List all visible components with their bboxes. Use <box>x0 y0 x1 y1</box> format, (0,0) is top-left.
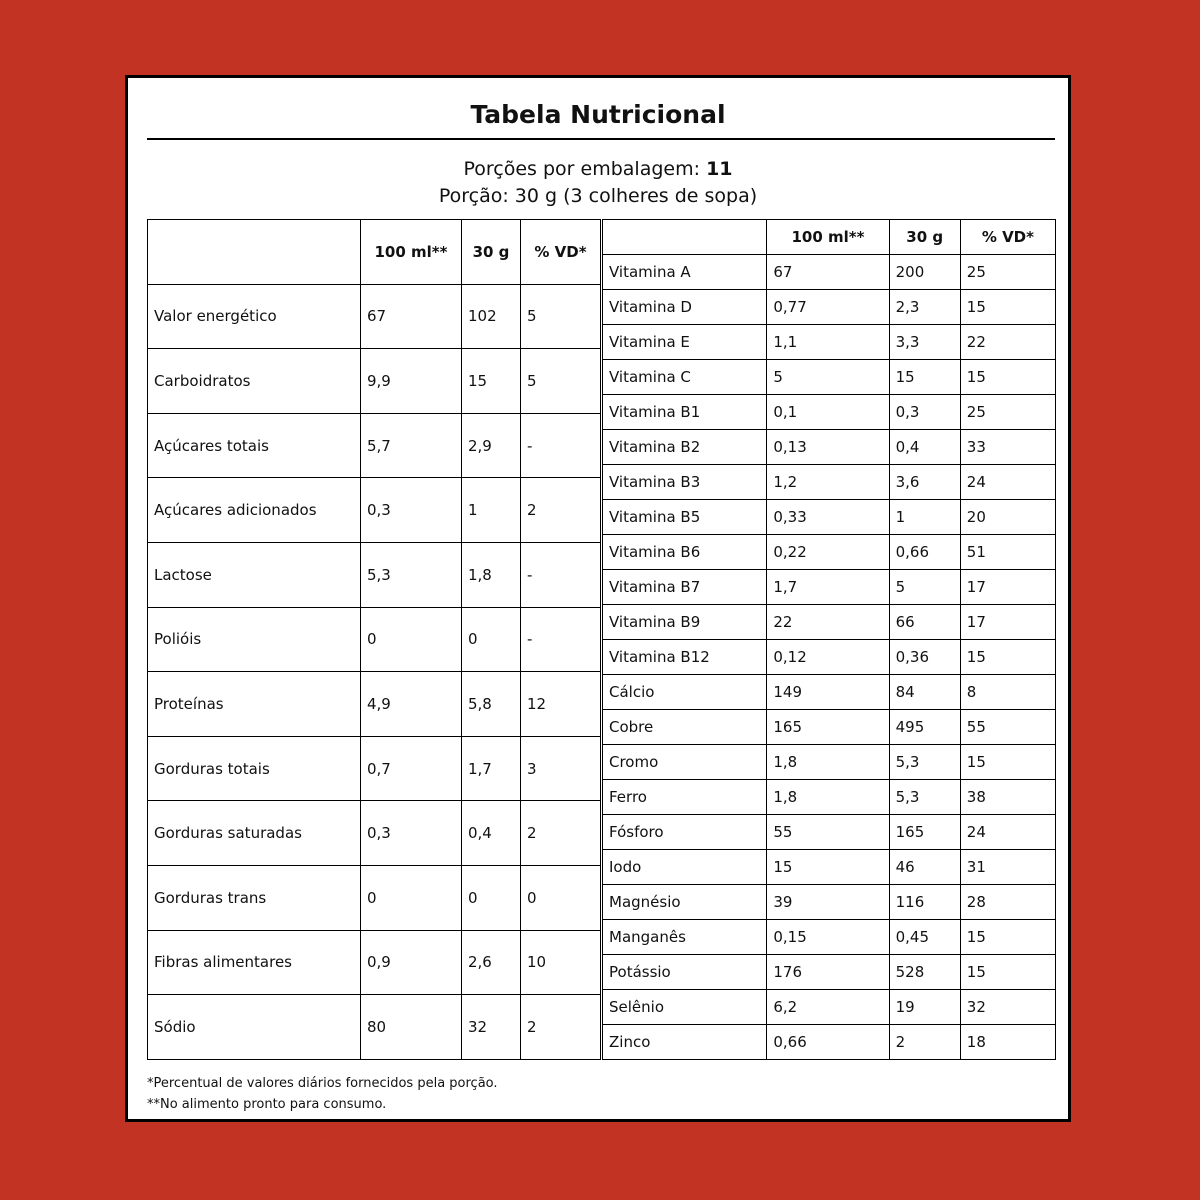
nutrient-name: Cálcio <box>603 675 767 710</box>
macronutrients-table <box>147 219 601 1060</box>
header-30g: 30 g <box>462 220 521 285</box>
value-100ml: 9,9 <box>361 349 462 414</box>
value-vd: 5 <box>521 349 601 414</box>
table-row <box>603 325 1056 360</box>
value-30g: 0,45 <box>889 920 960 955</box>
value-30g: 200 <box>889 255 960 290</box>
header-100ml: 100 ml** <box>767 220 889 255</box>
nutrient-name: Vitamina E <box>603 325 767 360</box>
value-vd: 51 <box>960 535 1055 570</box>
servings-info <box>128 156 1068 210</box>
value-100ml: 0,33 <box>767 500 889 535</box>
value-30g: 528 <box>889 955 960 990</box>
value-vd: 2 <box>521 801 601 866</box>
value-30g: 5,8 <box>462 672 521 737</box>
nutrient-name: Potássio <box>603 955 767 990</box>
table-row <box>603 920 1056 955</box>
portion-size: Porção: 30 g (3 colheres de sopa) <box>438 185 758 207</box>
value-100ml: 0,66 <box>767 1025 889 1060</box>
table-row <box>603 780 1056 815</box>
value-100ml: 67 <box>361 284 462 349</box>
nutrient-name: Cobre <box>603 710 767 745</box>
value-vd: 15 <box>960 745 1055 780</box>
nutrient-name: Manganês <box>603 920 767 955</box>
table-row <box>148 607 601 672</box>
table-row <box>603 255 1056 290</box>
value-100ml: 0,9 <box>361 930 462 995</box>
value-30g: 495 <box>889 710 960 745</box>
value-30g: 1,8 <box>462 542 521 607</box>
table-row <box>603 1025 1056 1060</box>
nutrient-name: Fibras alimentares <box>148 930 361 995</box>
table-row <box>603 710 1056 745</box>
header-vd: % VD* <box>521 220 601 285</box>
value-vd: 55 <box>960 710 1055 745</box>
value-vd: 24 <box>960 465 1055 500</box>
value-100ml: 165 <box>767 710 889 745</box>
header-30g: 30 g <box>889 220 960 255</box>
table-row <box>603 430 1056 465</box>
value-vd: 24 <box>960 815 1055 850</box>
header-nutrient <box>603 220 767 255</box>
value-30g: 2,9 <box>462 413 521 478</box>
value-100ml: 22 <box>767 605 889 640</box>
value-100ml: 39 <box>767 885 889 920</box>
value-30g: 0,4 <box>889 430 960 465</box>
value-vd: 22 <box>960 325 1055 360</box>
value-vd: 2 <box>521 995 601 1060</box>
nutrient-name: Vitamina B5 <box>603 500 767 535</box>
value-100ml: 1,8 <box>767 780 889 815</box>
value-30g: 0,4 <box>462 801 521 866</box>
value-100ml: 55 <box>767 815 889 850</box>
nutrient-name: Açúcares totais <box>148 413 361 478</box>
nutrient-name: Açúcares adicionados <box>148 478 361 543</box>
value-100ml: 0,3 <box>361 801 462 866</box>
value-30g: 5 <box>889 570 960 605</box>
value-vd: 25 <box>960 255 1055 290</box>
table-row <box>148 542 601 607</box>
value-30g: 3,3 <box>889 325 960 360</box>
table-row <box>603 535 1056 570</box>
nutrient-name: Fósforo <box>603 815 767 850</box>
value-100ml: 1,8 <box>767 745 889 780</box>
value-vd: 0 <box>521 865 601 930</box>
value-100ml: 1,7 <box>767 570 889 605</box>
value-100ml: 0,3 <box>361 478 462 543</box>
value-30g: 2 <box>889 1025 960 1060</box>
table-row <box>148 672 601 737</box>
nutrient-name: Gorduras trans <box>148 865 361 930</box>
nutrient-name: Vitamina B12 <box>603 640 767 675</box>
nutrition-panel <box>125 75 1071 1122</box>
header-100ml: 100 ml** <box>361 220 462 285</box>
header-vd: % VD* <box>960 220 1055 255</box>
value-30g: 0 <box>462 865 521 930</box>
value-vd: 15 <box>960 360 1055 395</box>
value-100ml: 1,1 <box>767 325 889 360</box>
value-30g: 84 <box>889 675 960 710</box>
table-row <box>603 395 1056 430</box>
value-vd: 17 <box>960 605 1055 640</box>
value-30g: 102 <box>462 284 521 349</box>
value-100ml: 5,7 <box>361 413 462 478</box>
value-30g: 32 <box>462 995 521 1060</box>
nutrient-name: Ferro <box>603 780 767 815</box>
table-row <box>148 865 601 930</box>
table-row <box>603 955 1056 990</box>
value-vd: 33 <box>960 430 1055 465</box>
value-vd: 10 <box>521 930 601 995</box>
table-row <box>603 605 1056 640</box>
value-100ml: 5 <box>767 360 889 395</box>
servings-per-package <box>128 156 1068 183</box>
footnote-ready: **No alimento pronto para consumo. <box>147 1097 387 1112</box>
value-30g: 1 <box>889 500 960 535</box>
value-30g: 3,6 <box>889 465 960 500</box>
value-vd: 38 <box>960 780 1055 815</box>
value-100ml: 0,13 <box>767 430 889 465</box>
nutrient-name: Vitamina B9 <box>603 605 767 640</box>
table-row <box>603 465 1056 500</box>
nutrient-name: Lactose <box>148 542 361 607</box>
nutrient-name: Magnésio <box>603 885 767 920</box>
nutrient-name: Vitamina A <box>603 255 767 290</box>
value-30g: 1,7 <box>462 736 521 801</box>
value-30g: 2,3 <box>889 290 960 325</box>
table-row <box>603 885 1056 920</box>
value-30g: 19 <box>889 990 960 1025</box>
value-vd: 15 <box>960 290 1055 325</box>
page-title: Tabela Nutricional <box>470 100 726 129</box>
value-100ml: 0,12 <box>767 640 889 675</box>
table-row <box>148 284 601 349</box>
value-vd: 28 <box>960 885 1055 920</box>
footnotes <box>147 1073 498 1115</box>
value-vd: 32 <box>960 990 1055 1025</box>
value-100ml: 0,22 <box>767 535 889 570</box>
header-nutrient <box>148 220 361 285</box>
value-30g: 0 <box>462 607 521 672</box>
table-row <box>603 850 1056 885</box>
value-vd: 2 <box>521 478 601 543</box>
value-vd: 12 <box>521 672 601 737</box>
value-30g: 66 <box>889 605 960 640</box>
value-vd: 15 <box>960 640 1055 675</box>
value-100ml: 0,15 <box>767 920 889 955</box>
value-vd: 15 <box>960 955 1055 990</box>
value-vd: 15 <box>960 920 1055 955</box>
value-100ml: 176 <box>767 955 889 990</box>
value-100ml: 80 <box>361 995 462 1060</box>
servings-per-package-value: 11 <box>706 158 733 180</box>
value-vd: 18 <box>960 1025 1055 1060</box>
value-vd: 31 <box>960 850 1055 885</box>
value-30g: 0,66 <box>889 535 960 570</box>
micronutrients-table <box>602 219 1056 1060</box>
nutrient-name: Valor energético <box>148 284 361 349</box>
nutrient-name: Vitamina C <box>603 360 767 395</box>
value-30g: 116 <box>889 885 960 920</box>
nutrient-name: Polióis <box>148 607 361 672</box>
value-30g: 15 <box>889 360 960 395</box>
table-row <box>148 349 601 414</box>
value-100ml: 0,1 <box>767 395 889 430</box>
nutrient-name: Vitamina D <box>603 290 767 325</box>
value-30g: 1 <box>462 478 521 543</box>
nutrient-name: Sódio <box>148 995 361 1060</box>
nutrient-name: Vitamina B6 <box>603 535 767 570</box>
value-100ml: 0,7 <box>361 736 462 801</box>
table-row <box>603 360 1056 395</box>
table-row <box>603 815 1056 850</box>
value-vd: 25 <box>960 395 1055 430</box>
value-30g: 5,3 <box>889 745 960 780</box>
value-vd: 8 <box>960 675 1055 710</box>
table-row <box>603 290 1056 325</box>
value-vd: 20 <box>960 500 1055 535</box>
nutrient-name: Iodo <box>603 850 767 885</box>
table-row <box>603 675 1056 710</box>
value-100ml: 0,77 <box>767 290 889 325</box>
nutrient-name: Carboidratos <box>148 349 361 414</box>
title-divider <box>147 138 1055 140</box>
value-100ml: 5,3 <box>361 542 462 607</box>
value-100ml: 1,2 <box>767 465 889 500</box>
table-row <box>603 745 1056 780</box>
value-vd: 17 <box>960 570 1055 605</box>
value-100ml: 4,9 <box>361 672 462 737</box>
table-row <box>148 801 601 866</box>
value-30g: 0,3 <box>889 395 960 430</box>
nutrient-name: Vitamina B2 <box>603 430 767 465</box>
value-100ml: 67 <box>767 255 889 290</box>
nutrient-name: Proteínas <box>148 672 361 737</box>
nutrient-name: Zinco <box>603 1025 767 1060</box>
value-vd: - <box>521 413 601 478</box>
nutrient-name: Vitamina B1 <box>603 395 767 430</box>
table-header-row <box>603 220 1056 255</box>
table-row <box>148 413 601 478</box>
nutrient-name: Vitamina B7 <box>603 570 767 605</box>
value-100ml: 15 <box>767 850 889 885</box>
value-30g: 2,6 <box>462 930 521 995</box>
value-30g: 15 <box>462 349 521 414</box>
value-100ml: 149 <box>767 675 889 710</box>
nutrient-name: Gorduras saturadas <box>148 801 361 866</box>
nutrient-name: Selênio <box>603 990 767 1025</box>
value-30g: 5,3 <box>889 780 960 815</box>
table-header-row <box>148 220 601 285</box>
value-vd: 5 <box>521 284 601 349</box>
table-row <box>603 990 1056 1025</box>
value-100ml: 0 <box>361 865 462 930</box>
value-30g: 46 <box>889 850 960 885</box>
servings-per-package-label: Porções por embalagem: <box>463 158 701 180</box>
value-30g: 165 <box>889 815 960 850</box>
value-30g: 0,36 <box>889 640 960 675</box>
nutrient-name: Gorduras totais <box>148 736 361 801</box>
table-row <box>148 930 601 995</box>
value-vd: - <box>521 542 601 607</box>
table-row <box>148 478 601 543</box>
table-row <box>148 736 601 801</box>
nutrient-name: Vitamina B3 <box>603 465 767 500</box>
value-100ml: 6,2 <box>767 990 889 1025</box>
table-row <box>603 640 1056 675</box>
table-row <box>603 500 1056 535</box>
table-row <box>148 995 601 1060</box>
value-100ml: 0 <box>361 607 462 672</box>
table-row <box>603 570 1056 605</box>
footnote-vd: *Percentual de valores diários fornecidos pela porção. <box>147 1076 498 1091</box>
value-vd: 3 <box>521 736 601 801</box>
nutrient-name: Cromo <box>603 745 767 780</box>
value-vd: - <box>521 607 601 672</box>
